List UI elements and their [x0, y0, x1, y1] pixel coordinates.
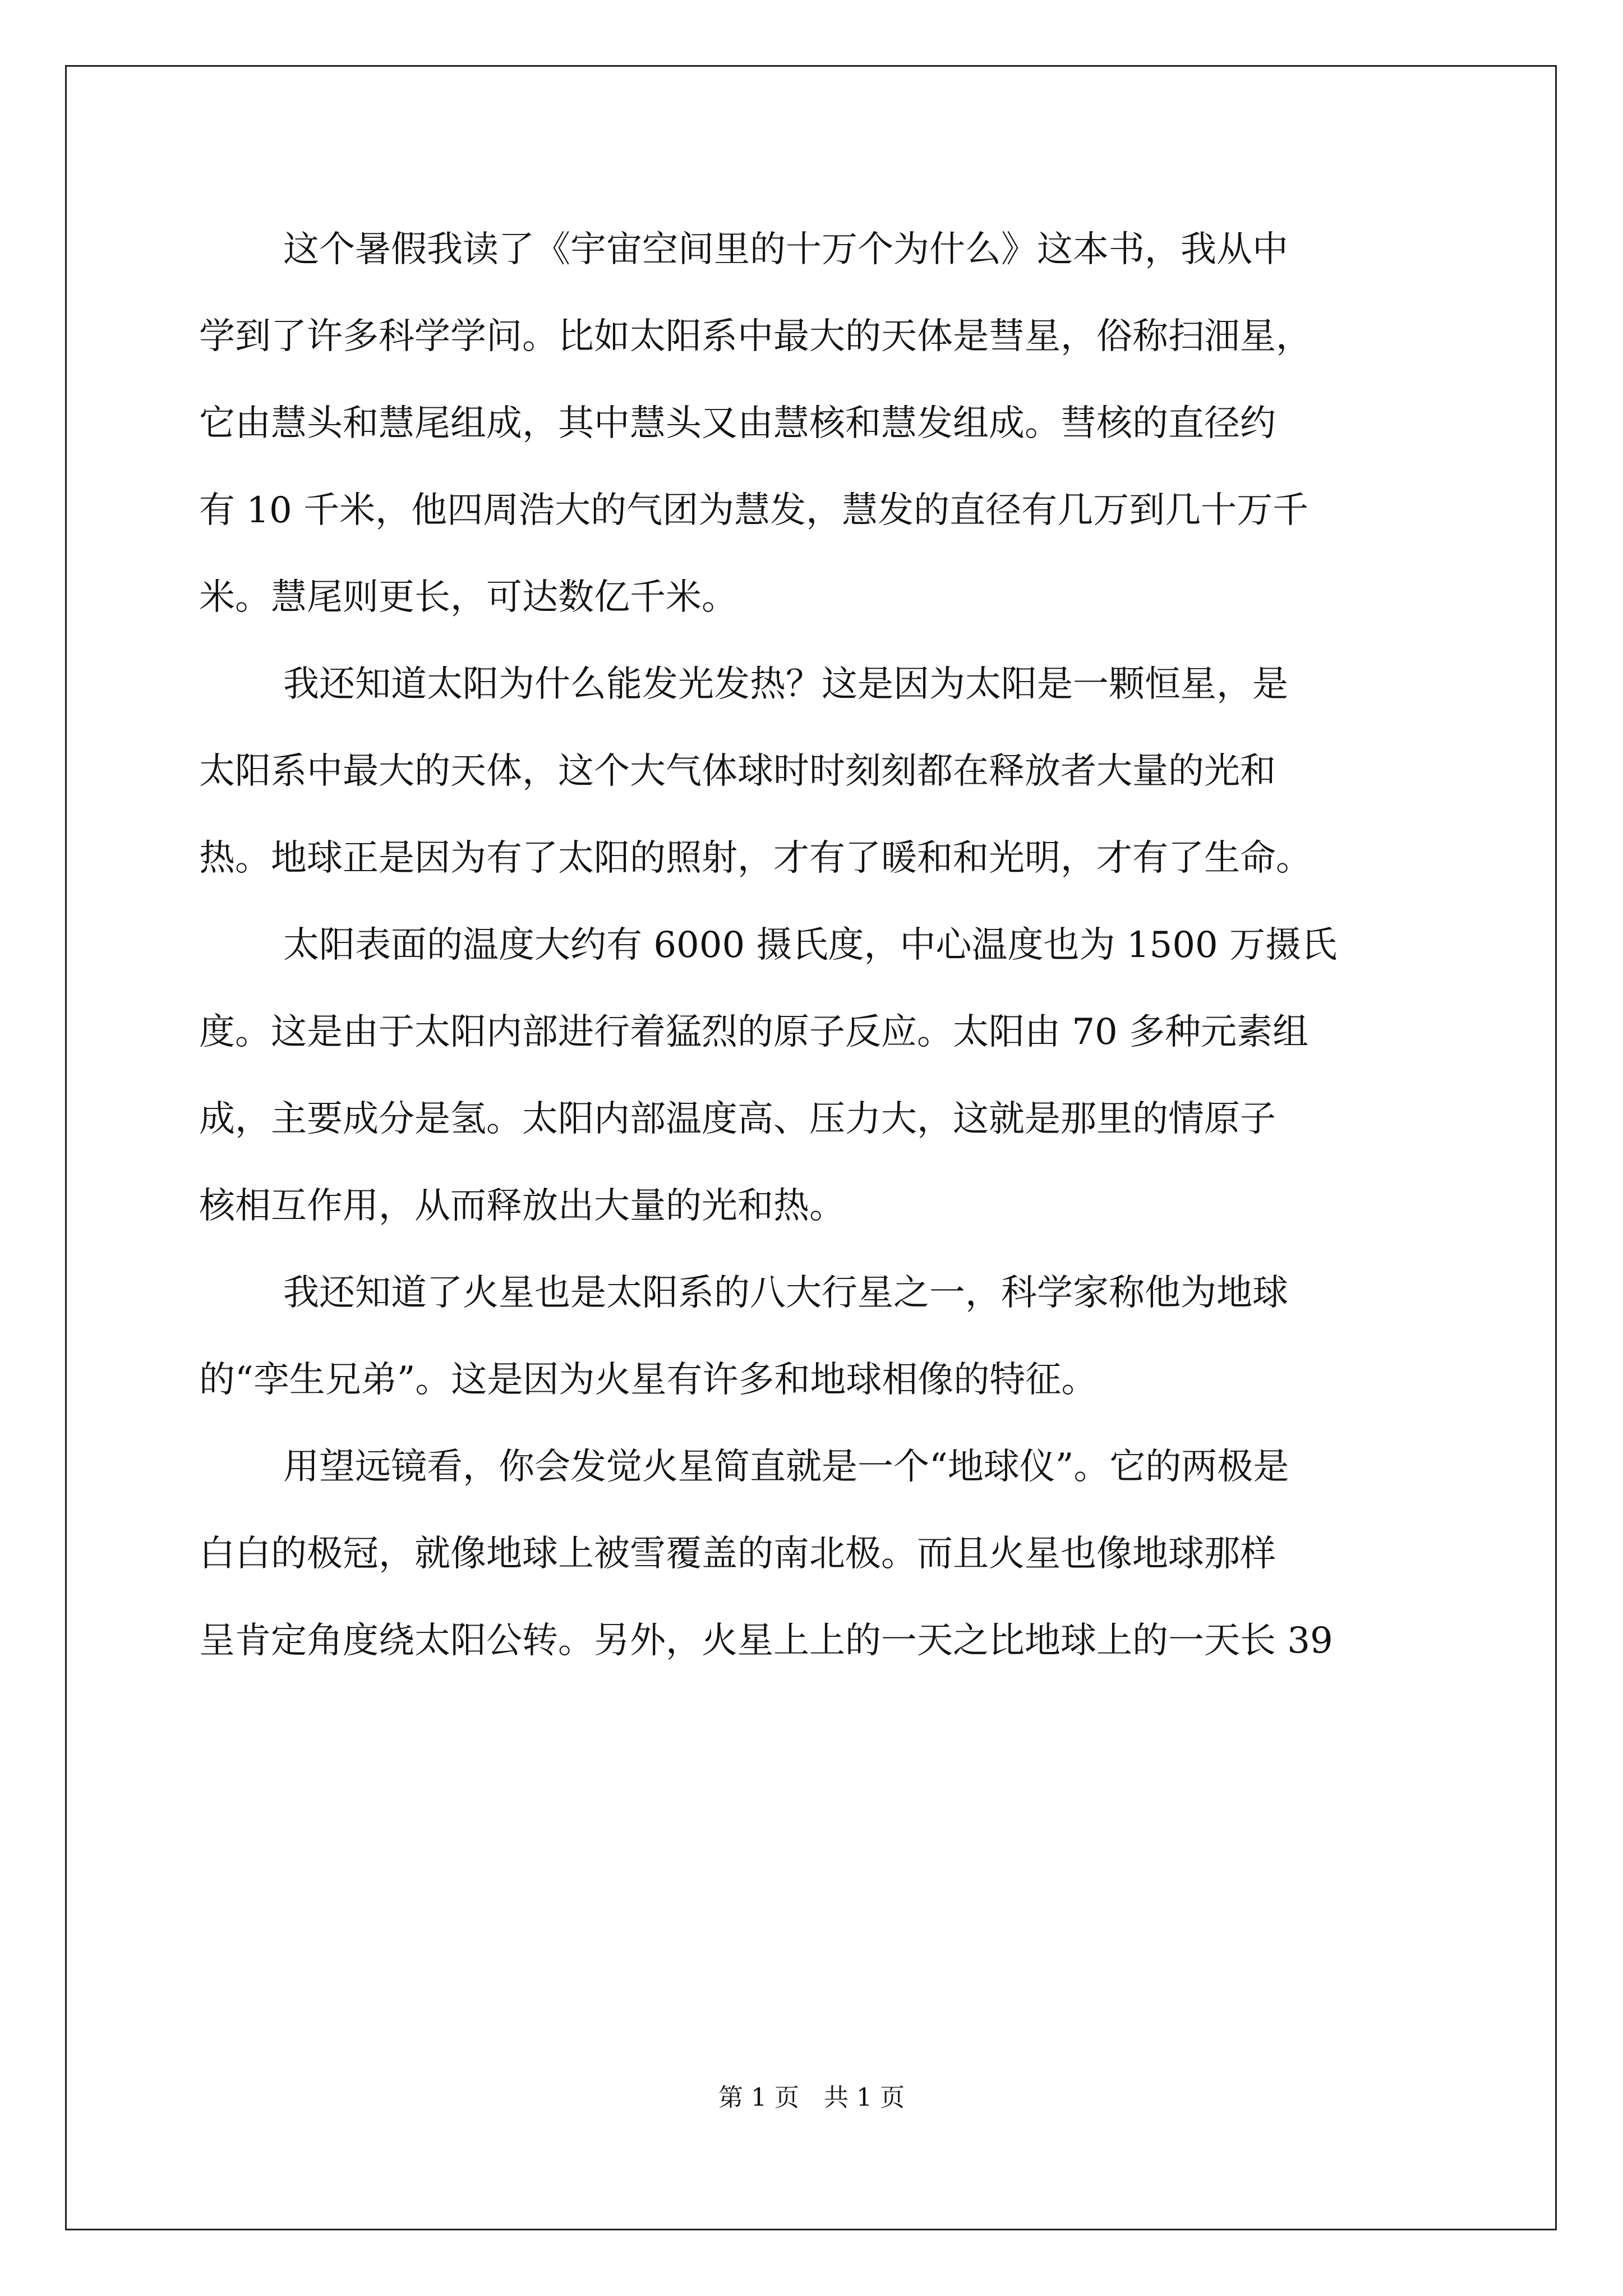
paragraph-line: 米。慧尾则更长，可达数亿千米。	[199, 577, 737, 618]
paragraph-line: 用望远镜看，你会发觉火星简直就是一个“地球仪”。它的两极是	[283, 1446, 1289, 1488]
paragraph-line: 太阳系中最大的天体，这个大气体球时时刻刻都在释放者大量的光和	[199, 751, 1276, 792]
page-footer: 第 1 页 共 1 页	[718, 2083, 905, 2112]
page-border	[65, 65, 1557, 2230]
paragraph-line: 呈肯定角度绕太阳公转。另外，火星上上的一天之比地球上的一天长 39	[199, 1620, 1333, 1662]
paragraph-line: 我还知道太阳为什么能发光发热？这是因为太阳是一颗恒星，是	[283, 664, 1288, 705]
paragraph-line: 太阳表面的温度大约有 6000 摄氏度，中心温度也为 1500 万摄氏	[283, 924, 1338, 966]
paragraph-line: 白白的极冠，就像地球上被雪覆盖的南北极。而且火星也像地球那样	[199, 1533, 1276, 1575]
paragraph-line: 热。地球正是因为有了太阳的照射，才有了暖和和光明，才有了生命。	[199, 838, 1312, 879]
paragraph-line: 成，主要成分是氢。太阳内部温度高、压力大，这就是那里的情原子	[199, 1098, 1276, 1140]
paragraph-line: 度。这是由于太阳内部进行着猛烈的原子反应。太阳由 70 多种元素组	[199, 1011, 1309, 1053]
paragraph-line: 我还知道了火星也是太阳系的八大行星之一，科学家称他为地球	[283, 1272, 1288, 1314]
paragraph-line: 有 10 千米，他四周浩大的气团为慧发，慧发的直径有几万到几十万千	[199, 490, 1309, 531]
paragraph-line: 它由慧头和慧尾组成，其中慧头又由慧核和慧发组成。彗核的直径约	[199, 403, 1276, 444]
paragraph-line: 核相互作用，从而释放出大量的光和热。	[199, 1185, 845, 1227]
paragraph-line: 学到了许多科学学问。比如太阳系中最大的天体是彗星，俗称扫沺星，	[199, 316, 1312, 357]
paragraph-line: 这个暑假我读了《宇宙空间里的十万个为什么》这本书，我从中	[283, 229, 1288, 270]
paragraph-line: 的“孪生兄弟”。这是因为火星有许多和地球相像的特征。	[199, 1359, 1098, 1401]
